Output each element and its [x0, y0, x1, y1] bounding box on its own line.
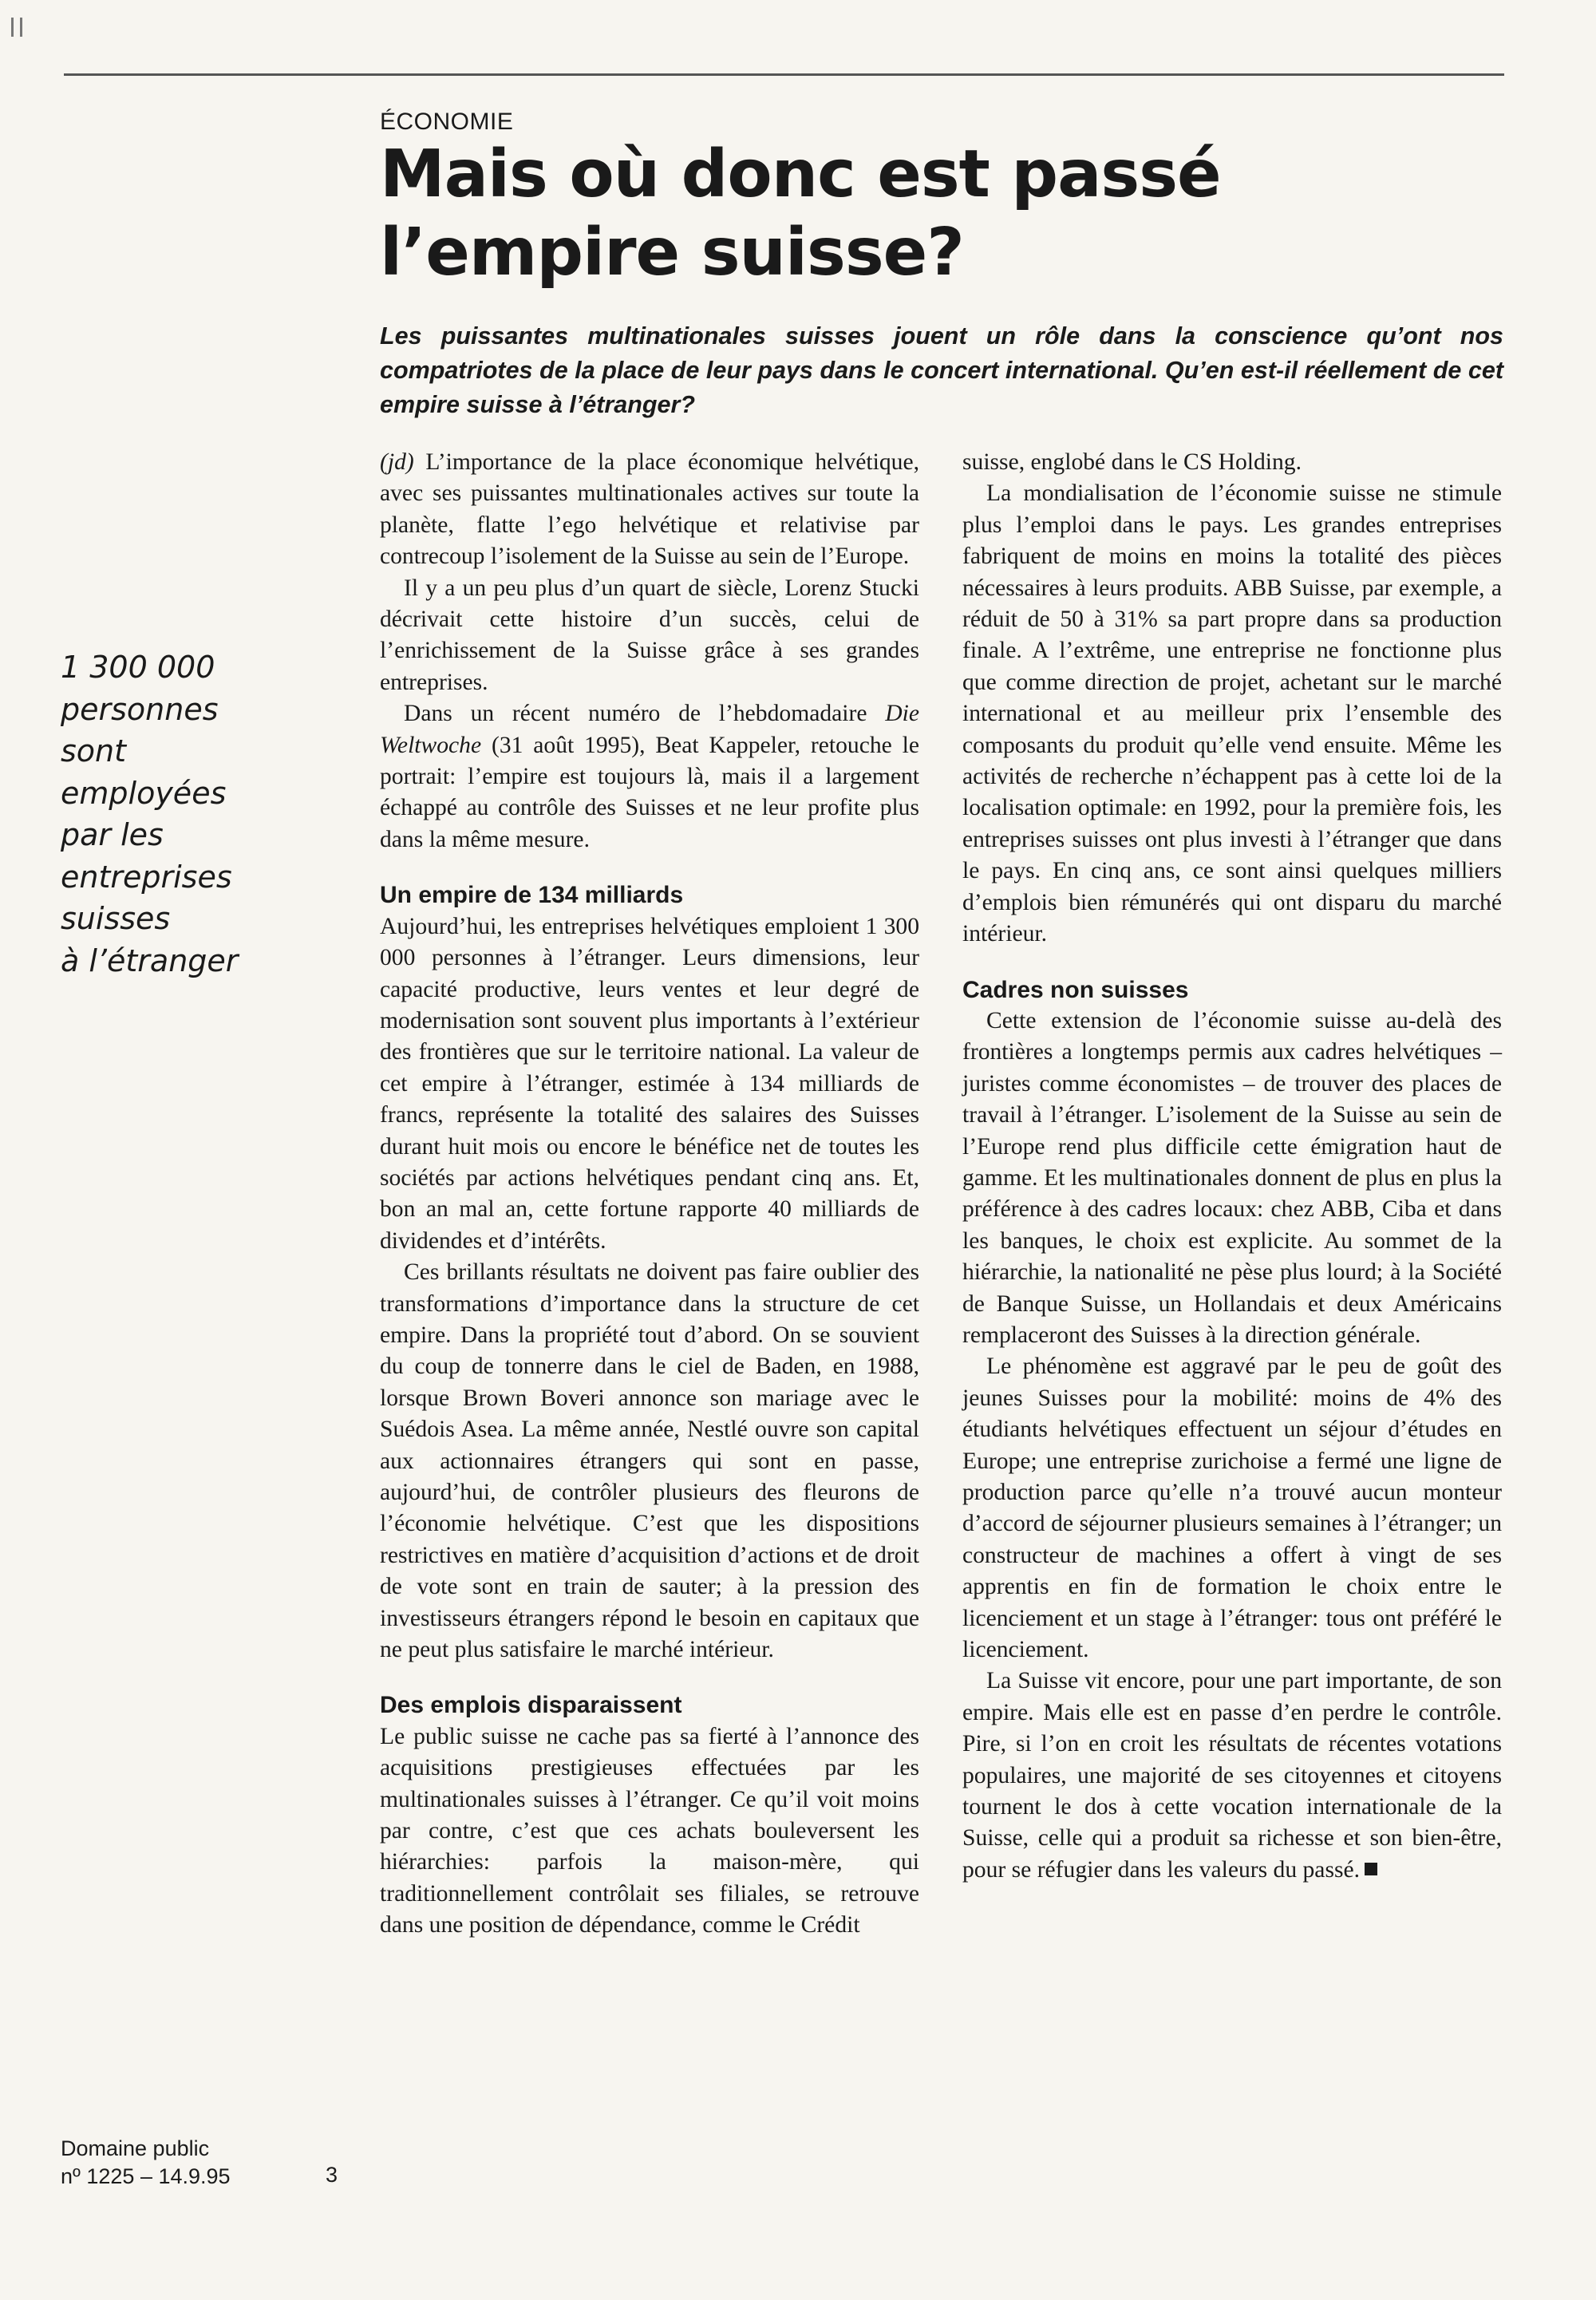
paragraph-final: La Suisse vit encore, pour une part importante, de son empire. Mais elle est en passe d’en perdre le contrôle. Pire, si l’on en croit les résultats de récentes votations populaires, une majorité de ses citoyennes et citoyens tournent le dos à cette vocation internationale de la Suisse, celle qui a produit sa richesse et son bien-être, pour se réfugier dans les valeurs du passé. — [962, 1668, 1502, 1883]
top-rule — [64, 73, 1504, 76]
paragraph: Aujourd’hui, les entreprises helvétiques emploient 1 300 000 personnes à l’étranger. Leurs dimensions, leur capacité productive, leurs ventes et leur degré de modernisation sont souvent plus importants à l’extérieur des frontières que sur le territoire national. La valeur de cet empire à l’étranger, estimée à 134 milliards de francs, représente la totalité des salaires des Suisses durant huit mois ou encore le bénéfice net de toutes les sociétés par actions helvétiques pendant cinq ans. Et, bon an mal an, cette fortune rapporte 40 milliards de dividendes et d’intérêts. — [380, 913, 919, 1254]
publication-name: Die Weltwoche — [380, 701, 919, 758]
pull-quote-line: 1 300 000 — [61, 650, 215, 685]
footer-publication-info — [61, 2135, 231, 2191]
pull-quote-line: sont — [61, 733, 127, 769]
paragraph: La mondialisation de l’économie suisse ne stimule plus l’emploi dans le pays. Les grandes entreprises fabriquent de moins en moins la totalité des pièces nécessaires à leurs produits. ABB Suisse, par exemple, a réduit de 50 à 31% sa part propre dans sa production finale. A l’extrême, une entreprise ne fonctionne plus que comme direction de projet, achetant sur le marché international et au meilleur prix l’ensemble des composants du produit qu’elle vend ensuite. Même les activités de recherche n’échappent pas à cette loi de la localisation optimale: en 1992, pour la première fois, les entreprises suisses ont plus investi à l’étranger que dans le pays. En cinq ans, ce sont ainsi quelques milliers d’emplois bien rémunérés qui ont disparu du marché intérieur. — [962, 480, 1502, 947]
headline-line-1: Mais où donc est passé — [380, 136, 1221, 212]
publication-name: Domaine public — [61, 2136, 210, 2160]
pull-quote-line: par les — [61, 817, 164, 852]
paragraph: Le public suisse ne cache pas sa fierté à l’annonce des acquisitions prestigieuses effectuées par les multinationales suisses à l’étranger. Ce qu’il voit moins par contre, c’est que ces achats bouleversent les hiérarchies: parfois la maison-mère, qui traditionnellement contrôlait ses filiales, se retrouve dans une position de dépendance, comme le Crédit — [380, 1723, 919, 1938]
subheading-cadres: Cadres non suisses — [962, 976, 1189, 1003]
paragraph: Ces brillants résultats ne doivent pas faire oublier des transformations d’importance dans la structure de cet empire. Dans la propriété tout d’abord. On se souvient du coup de tonnerre dans le ciel de Baden, en 1988, lorsque Brown Boveri annonce son mariage avec le Suédois Asea. La même année, Nestlé ouvre son capital aux actionnaires étrangers qui sont en passe, aujourd’hui, de contrôler plusieurs des fleurons de l’économie helvétique. C’est que les dispositions restrictives en matière d’acquisition d’actions et de droit de vote sont en train de sauter; à la pression des investisseurs étrangers répond le besoin en capitaux que ne peut plus satisfaire le marché intérieur. — [380, 1259, 919, 1663]
corner-registration-mark — [11, 18, 22, 37]
paragraph: Dans un récent numéro de l’hebdomadaire Die Weltwoche (31 août 1995), Beat Kappeler, retouche le portrait: l’empire est toujours là, mais il a largement échappé au contrôle des Suisses et ne leur profite plus dans la même mesure. — [380, 701, 919, 852]
pull-quote-line: à l’étranger — [61, 943, 239, 978]
subheading-empire: Un empire de 134 milliards — [380, 882, 684, 909]
issue-number-date: nº 1225 – 14.9.95 — [61, 2164, 231, 2188]
headline-line-2: l’empire suisse? — [380, 215, 964, 290]
end-of-article-mark — [1365, 1863, 1377, 1875]
article-headline — [380, 136, 1417, 292]
pull-quote-line: suisses — [61, 901, 171, 936]
paragraph: Il y a un peu plus d’un quart de siècle, Lorenz Stucki décrivait cette histoire d’un succès, celui de l’enrichissement de la Suisse grâce à ses grandes entreprises. — [380, 575, 919, 695]
pull-quote-line: entreprises — [61, 859, 232, 895]
page-number: 3 — [326, 2163, 338, 2187]
article-column-2 — [962, 447, 1502, 1886]
pull-quote — [61, 646, 284, 982]
article-lead: Les puissantes multinationales suisses jouent un rôle dans la conscience qu’ont nos compatriotes de la place de leur pays dans le concert international. Qu’en est-il réellement de cet empire suisse à l’étranger? — [380, 322, 1503, 418]
author-initials: (jd) — [380, 449, 414, 475]
pull-quote-line: employées — [61, 775, 227, 811]
paragraph: Le phénomène est aggravé par le peu de goût des jeunes Suisses pour la mobilité: moins de 4% des étudiants helvétiques effectuent un séjour d’études en Europe; une entreprise zurichoise a fermé une ligne de production parce qu’elle n’a trouvé aucun monteur d’accord de séjourner plusieurs semaines à l’étranger; un constructeur de machines a offert à vingt de ses apprentis en fin de formation le choix entre le licenciement et un stage à l’étranger: tous ont préféré le licenciement. — [962, 1354, 1502, 1663]
article-column-1 — [380, 447, 919, 1942]
section-rubric: ÉCONOMIE — [380, 109, 514, 135]
paragraph-intro: (jd) L’importance de la place économique helvétique, avec ses puissantes multinationales actives sur toute la planète, flatte l’ego helvétique et relativise par contrecoup l’isolement de la Suisse au sein de l’Europe. — [380, 449, 919, 570]
paragraph-continued: suisse, englobé dans le CS Holding. — [962, 449, 1302, 475]
paragraph: Cette extension de l’économie suisse au-delà des frontières a longtemps permis aux cadres helvétiques – juristes comme économistes – de trouver des places de travail à l’étranger. L’isolement de la Suisse au sein de l’Europe rend plus difficile cette émigration haut de gamme. Et les multinationales donnent de plus en plus la préférence à des cadres locaux: chez ABB, Ciba et dans les banques, le choix est explicite. Au sommet de la hiérarchie, la nationalité ne pèse plus lourd; à la Société de Banque Suisse, un Hollandais et deux Américains remplaceront des Suisses à la direction générale. — [962, 1007, 1502, 1348]
subheading-emplois: Des emplois disparaissent — [380, 1692, 682, 1719]
pull-quote-line: personnes — [61, 691, 219, 727]
